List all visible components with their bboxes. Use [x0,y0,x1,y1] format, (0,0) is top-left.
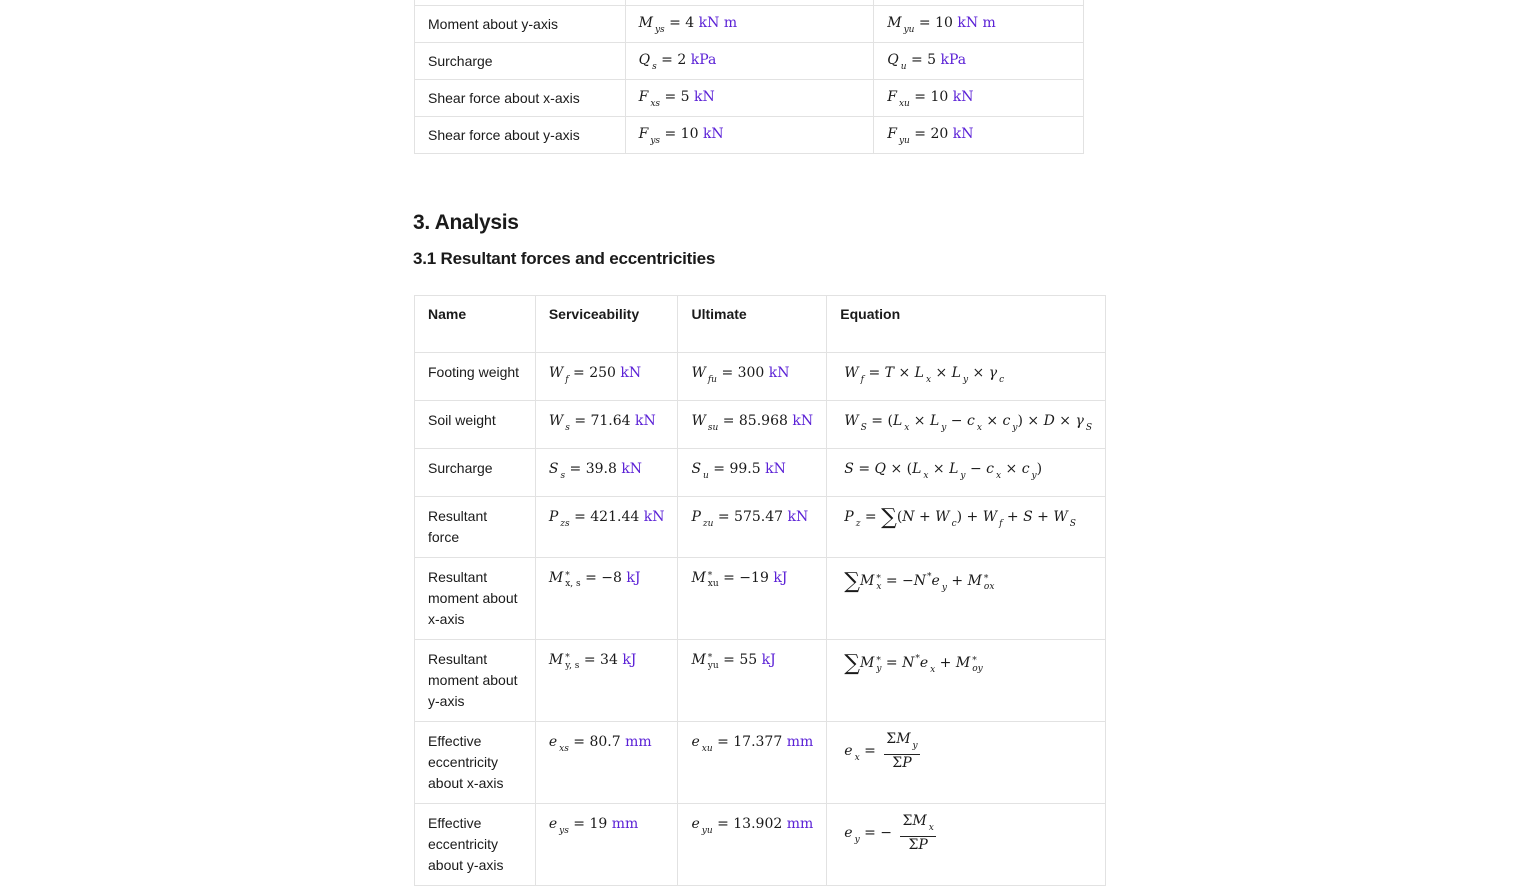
value-unit: kN [952,125,974,142]
value-symbol: Q [638,51,651,68]
value-number: = 19 [573,816,608,832]
ultimate-value [678,449,827,497]
load-name: Moment about y-axis [415,6,626,43]
table-row [415,117,1084,154]
table-row [415,353,1106,401]
value-subscript: xu [898,98,910,109]
value-number: = 99.5 [713,461,761,477]
value-symbol: W [691,365,706,381]
value-number: = −8 [585,570,622,586]
value-subscript: xu [701,744,713,754]
value-unit: kPa [940,51,967,68]
result-name: Soil weight [415,401,536,449]
equation-surcharge [827,449,1106,497]
value-number: = 10 [664,125,699,142]
value-unit: kN [635,413,656,429]
value-symbol: F [887,125,897,142]
table-row [415,497,1106,558]
value-number: = 71.64 [574,413,631,429]
value-unit: kN [621,461,643,477]
ultimate-value [678,640,827,722]
serviceability-value [625,43,874,80]
ultimate-value [678,497,827,558]
value-subscript: xu [707,579,719,589]
loads-table [414,0,1084,154]
value-subscript: s [560,471,566,481]
equation-ecc-x [827,722,1106,804]
value-symbol: W [548,365,564,381]
header-equation: Equation [827,296,1106,353]
value-number: = 10 [918,14,953,31]
table-row [415,558,1106,640]
results-table [414,295,1106,886]
value-superscript: * [707,653,713,663]
value-unit: kN [787,509,809,525]
value-unit: kN [792,413,814,429]
serviceability-value [535,449,678,497]
serviceability-value [535,804,678,886]
value-number: = 575.47 [717,509,784,525]
ultimate-value [874,117,1084,154]
ultimate-value [678,804,827,886]
value-subscript: ys [650,135,661,146]
serviceability-value [625,80,874,117]
load-name: Shear force about x-axis [415,80,626,117]
value-unit: kN m [698,14,738,31]
equation-formula: W $_S$ = (L $_x$ × L $_y$ − c $_x$ × c $_y$) × D × γ $_S$ [844,413,1092,433]
value-superscript: * [565,571,570,581]
equation-formula: S = Q × (L $_x$ × L $_y$ − c $_x$ × c $_y$) [844,461,1043,481]
value-symbol: e [548,816,558,832]
value-unit: kN [952,88,974,105]
header-row [415,296,1106,353]
serviceability-value [535,640,678,722]
header-ultimate: Ultimate [678,296,827,353]
value-unit: kN [765,461,786,477]
value-subscript: xs [559,744,569,754]
value-subscript: s [652,61,657,72]
value-symbol: M [638,14,653,31]
value-subscript: f [565,375,569,385]
value-subscript: yu [898,135,910,146]
value-subscript: x, s [565,579,581,589]
value-symbol: W [548,413,564,429]
value-unit: kN [620,365,642,381]
value-symbol: M [691,652,706,668]
value-unit: kN [702,125,724,142]
value-unit: kJ [773,570,788,586]
value-unit: kN m [957,14,996,31]
value-subscript: u [703,471,709,481]
value-number: = 421.44 [574,509,640,525]
value-symbol: P [548,509,559,525]
value-unit: mm [611,816,639,832]
value-unit: kPa [690,51,717,68]
equation-formula: ∑M * y = N*e $_x$ + M * oy [844,651,983,676]
value-symbol: M [691,570,706,586]
value-symbol: e [691,734,700,750]
serviceability-value [535,722,678,804]
value-subscript: yu [903,24,915,35]
value-number: = 34 [583,652,618,668]
value-symbol: e [548,734,558,750]
value-symbol: Q [887,51,899,68]
value-unit: kN [768,365,790,381]
value-number: = 5 [664,88,690,105]
ultimate-value [678,558,827,640]
result-name: Surcharge [415,449,536,497]
load-name: Shear force about y-axis [415,117,626,154]
value-symbol: W [691,413,706,429]
equation-footing-weight [827,353,1106,401]
value-subscript: y, s [565,661,580,671]
value-superscript: * [707,571,713,581]
value-subscript: zs [560,519,570,529]
result-name: Effective eccentricity about y-axis [415,804,536,886]
value-number: = 300 [721,365,765,381]
value-number: = 20 [914,125,949,142]
table-row [415,43,1084,80]
serviceability-value [535,353,678,401]
value-subscript: xs [650,98,661,109]
value-unit: kJ [622,652,637,668]
equation-resultant-force [827,497,1106,558]
ultimate-value [874,6,1084,43]
equation-moment-y [827,640,1106,722]
value-subscript: s [565,423,570,433]
value-subscript: su [707,423,719,433]
table-row [415,80,1084,117]
section-heading: 3. Analysis [413,211,519,234]
value-unit: kN [643,509,665,525]
value-number: = 4 [669,14,695,31]
table-row [415,722,1106,804]
value-symbol: S [691,461,702,477]
equation-ecc-y [827,804,1106,886]
serviceability-value [625,117,874,154]
equation-formula: ∑M * x = −N*e $_y$ + M * ox [844,569,995,594]
ultimate-value [874,43,1084,80]
value-unit: mm [625,734,652,750]
result-name: Resultant moment about x-axis [415,558,536,640]
result-name: Effective eccentricity about x-axis [415,722,536,804]
equation-formula: P $_z$ = ∑(N + W $_c$) + W $_f$ + S + W $_S$ [844,505,1076,530]
section-subheading: 3.1 Resultant forces and eccentricities [413,249,716,268]
header-name: Name [415,296,536,353]
serviceability-value [535,401,678,449]
value-unit: mm [786,734,814,750]
result-name: Footing weight [415,353,536,401]
value-symbol: M [548,652,564,668]
serviceability-value [625,6,874,43]
value-symbol: F [638,88,649,105]
value-number: = 39.8 [569,461,617,477]
value-symbol: S [548,461,559,477]
load-name: Surcharge [415,43,626,80]
value-subscript: u [900,61,907,72]
table-row [415,401,1106,449]
ultimate-value [678,401,827,449]
value-number: = 2 [661,51,687,68]
value-unit: mm [786,816,814,832]
table-row [415,640,1106,722]
value-unit: kN [694,88,715,105]
value-number: = 55 [723,652,758,668]
ultimate-value [678,353,827,401]
table-row [415,804,1106,886]
value-number: = 85.968 [722,413,788,429]
value-subscript: yu [707,661,719,671]
value-number: = 80.7 [573,734,621,750]
value-subscript: ys [559,826,569,836]
header-serviceability: Serviceability [535,296,678,353]
ultimate-value [874,80,1084,117]
table-row [415,6,1084,43]
equation-formula: W $_f$ = T × L $_x$ × L $_y$ × γ $_c$ [844,365,1005,385]
value-subscript: zu [702,519,714,529]
value-symbol: M [548,570,564,586]
value-symbol: F [887,88,897,105]
equation-formula: e $_x$ = $\frac{\Sigma M _y}{\Sigma P}$ [844,731,918,771]
value-number: = 250 [573,365,616,381]
value-number: = 13.902 [717,816,783,832]
value-number: = 5 [910,51,937,68]
equation-moment-x [827,558,1106,640]
serviceability-value [535,497,678,558]
value-symbol: F [638,125,649,142]
value-number: = −19 [723,570,769,586]
value-unit: kJ [761,652,776,668]
value-number: = 10 [914,88,949,105]
value-subscript: ys [654,24,665,35]
result-name: Resultant moment about y-axis [415,640,536,722]
value-symbol: M [887,14,902,31]
ultimate-value [678,722,827,804]
result-name: Resultant force [415,497,536,558]
value-symbol: P [691,509,701,525]
serviceability-value [535,558,678,640]
equation-formula: e $_y$ = − $\frac{\Sigma M _x}{\Sigma P}$ [844,813,934,853]
value-subscript: yu [701,826,713,836]
value-number: = 17.377 [717,734,783,750]
value-superscript: * [565,653,570,663]
table-row [415,449,1106,497]
value-subscript: fu [707,375,717,385]
equation-soil-weight [827,401,1106,449]
value-unit: kJ [626,570,641,586]
value-symbol: e [691,816,700,832]
